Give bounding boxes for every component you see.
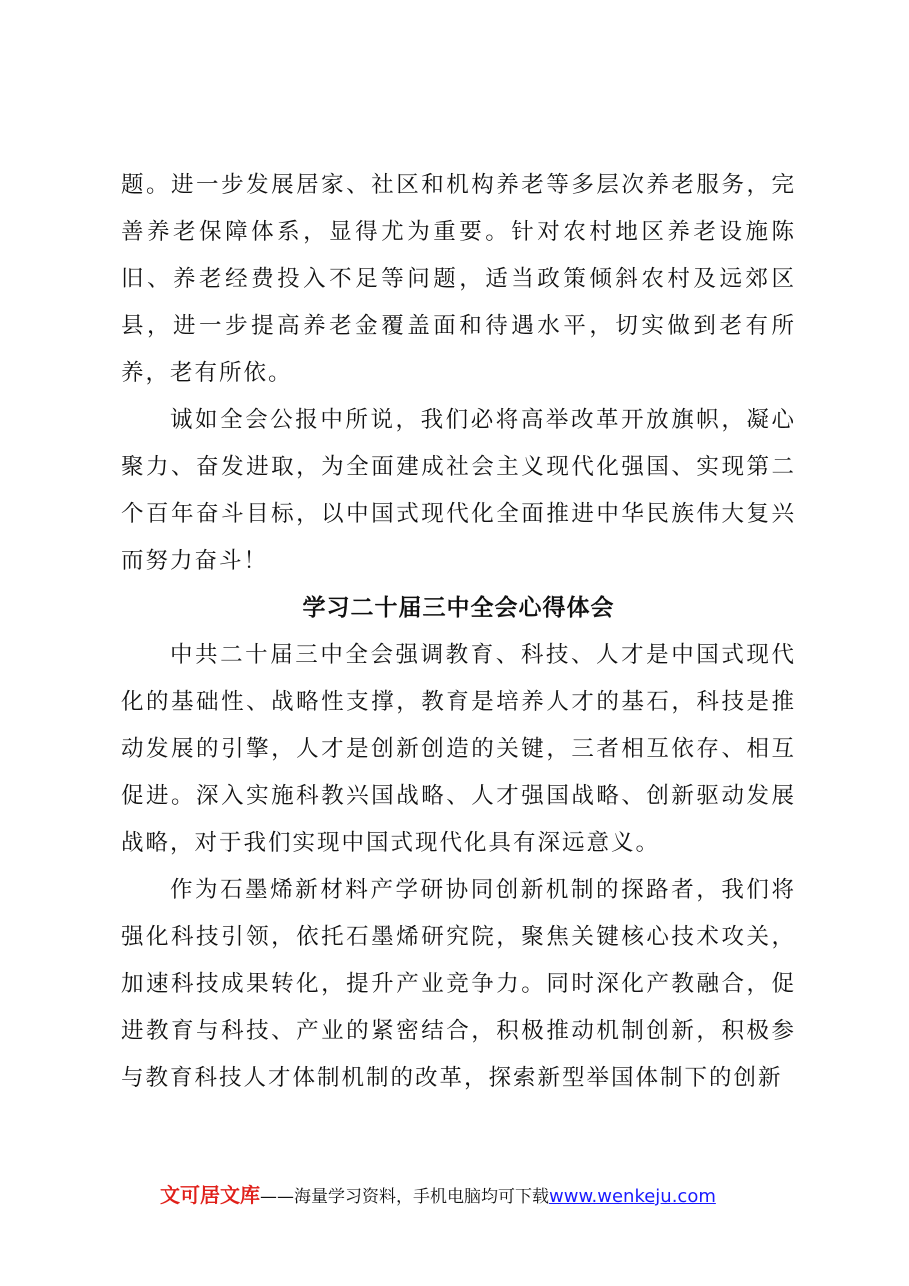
brand-name: 文可居文库 [160,1183,260,1207]
footer-tagline: ——海量学习资料，手机电脑均可下载 [260,1187,549,1207]
footer-banner [160,1180,780,1212]
paragraph-continuation: 题。进一步发展居家、社区和机构养老等多层次养老服务，完善养老保障体系，显得尤为重要。针对农村地区养老设施陈旧、养老经费投入不足等问题，适当政策倾斜农村及远郊区县，进一步提高养老金覆盖面和待遇水平，切实做到老有所养，老有所依。 [121,172,796,386]
document-body [121,162,796,1102]
paragraph-conclusion: 诚如全会公报中所说，我们必将高举改革开放旗帜，凝心聚力、奋发进取，为全面建成社会主义现代化强国、实现第二个百年奋斗目标，以中国式现代化全面推进中华民族伟大复兴而努力奋斗！ [121,407,796,574]
paragraph-intro: 中共二十届三中全会强调教育、科技、人才是中国式现代化的基础性、战略性支撑，教育是培养人才的基石，科技是推动发展的引擎，人才是创新创造的关键，三者相互依存、相互促进。深入实施科教兴国战略、人才强国战略、创新驱动发展战略，对于我们实现中国式现代化具有深远意义。 [121,642,796,856]
website-link[interactable]: www.wenkeju.com [549,1186,716,1207]
paragraph-body: 作为石墨烯新材料产学研协同创新机制的探路者，我们将强化科技引领，依托石墨烯研究院，聚焦关键核心技术攻关，加速科技成果转化，提升产业竞争力。同时深化产教融合，促进教育与科技、产业的紧密结合，积极推动机制创新，积极参与教育科技人才体制机制的改革，探索新型举国体制下的创新 [121,877,796,1091]
section-title: 学习二十届三中全会心得体会 [302,595,615,621]
